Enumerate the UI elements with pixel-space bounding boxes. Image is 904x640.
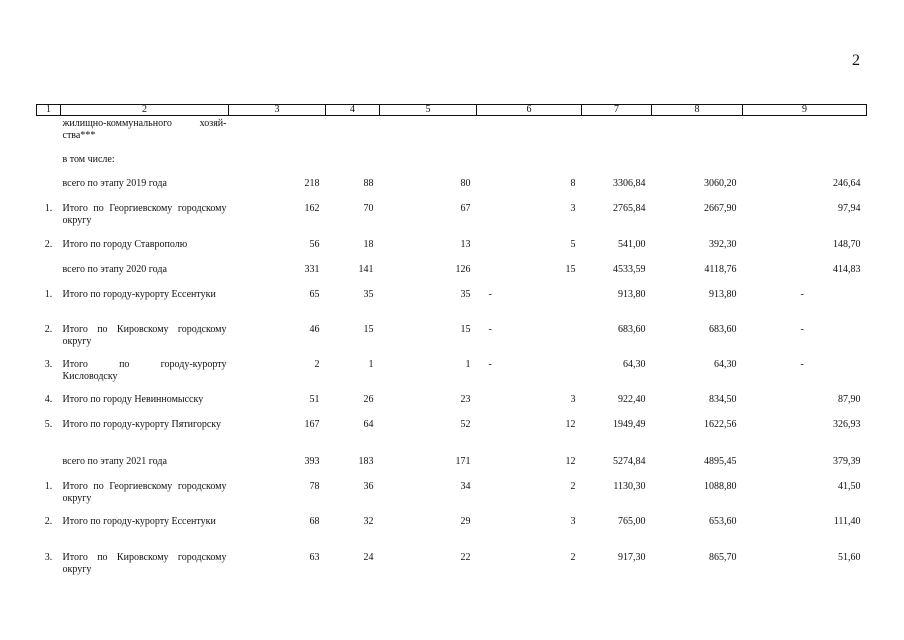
cell-c4: 24 [363, 551, 374, 563]
row-name: всего по этапу 2019 года [62, 177, 167, 189]
row-name: Итого по городу Ставрополю [62, 238, 188, 250]
cell-c4: 18 [363, 238, 374, 250]
table-row [37, 116, 867, 154]
cell-c9: 111,40 [833, 515, 861, 527]
cell-c6: 8 [570, 177, 576, 189]
cell-c6: 5 [570, 238, 576, 250]
row-index: 3. [44, 358, 53, 370]
cell-c4: 141 [358, 263, 374, 275]
page-number: 2 [852, 52, 860, 69]
cell-c3: 331 [304, 263, 320, 275]
cell-c4: 35 [363, 288, 374, 300]
cell-c9: - [800, 288, 804, 300]
table-row [37, 154, 867, 178]
cell-c9: 148,70 [833, 238, 861, 250]
cell-c9: 414,83 [833, 263, 861, 275]
cell-c8: 683,60 [709, 323, 737, 335]
table-row [37, 456, 867, 481]
table-row [37, 516, 867, 552]
cell-c8: 834,50 [709, 393, 737, 405]
cell-c8: 653,60 [709, 515, 737, 527]
header-row [37, 105, 867, 116]
cell-c3: 46 [309, 323, 320, 335]
table-row [37, 394, 867, 419]
cell-c6: 12 [565, 418, 576, 430]
row-name: жилищно-коммунального хозяй-ства*** [62, 118, 227, 141]
cell-c4: 70 [363, 202, 374, 214]
cell-c3: 63 [309, 551, 320, 563]
cell-c8: 1088,80 [704, 480, 737, 492]
cell-c3: 162 [304, 202, 320, 214]
cell-c3: 65 [309, 288, 320, 300]
cell-c8: 392,30 [709, 238, 737, 250]
column-header: 9 [743, 105, 867, 116]
table-row [37, 324, 867, 359]
cell-c4: 36 [363, 480, 374, 492]
cell-c8: 3060,20 [704, 177, 737, 189]
cell-c6: 3 [570, 393, 576, 405]
cell-c5 [380, 116, 477, 154]
cell-c3 [229, 154, 326, 178]
cell-c6: 2 [570, 551, 576, 563]
cell-c6 [477, 154, 582, 178]
table-row [37, 264, 867, 289]
cell-c8: 4118,76 [704, 263, 737, 275]
row-name: Итого по городу-курорту Кисловодску [62, 358, 227, 382]
cell-c4: 15 [363, 323, 374, 335]
cell-c5: 171 [455, 455, 471, 467]
cell-c4: 183 [358, 455, 374, 467]
cell-c7: 3306,84 [613, 177, 646, 189]
row-name: в том числе: [62, 153, 115, 165]
cell-c7: 4533,59 [613, 263, 646, 275]
cell-c6: - [488, 288, 492, 300]
table-row [37, 203, 867, 239]
row-index: 4. [44, 393, 53, 405]
cell-c7: 917,30 [618, 551, 646, 563]
column-header: 1 [37, 105, 61, 116]
column-header: 7 [582, 105, 652, 116]
table-row [37, 552, 867, 588]
column-header: 2 [61, 105, 229, 116]
row-index: 1. [44, 288, 53, 300]
cell-c7 [582, 116, 652, 154]
row-name: Итого по Кировскому городскому округу [62, 551, 227, 575]
cell-c3: 51 [309, 393, 320, 405]
cell-c8: 913,80 [709, 288, 737, 300]
cell-c6: 3 [570, 515, 576, 527]
cell-c3: 56 [309, 238, 320, 250]
column-header: 4 [326, 105, 380, 116]
cell-c3: 78 [309, 480, 320, 492]
cell-c4: 1 [368, 358, 374, 370]
row-name: всего по этапу 2020 года [62, 263, 167, 275]
cell-c7: 1949,49 [613, 418, 646, 430]
table-row [37, 178, 867, 203]
cell-c9: - [800, 358, 804, 370]
row-index [37, 178, 61, 203]
cell-c9: - [800, 323, 804, 335]
cell-c4: 64 [363, 418, 374, 430]
column-header: 5 [380, 105, 477, 116]
cell-c9: 51,60 [838, 551, 861, 563]
row-name: Итого по городу Невинномысску [62, 393, 204, 405]
cell-c8 [652, 116, 743, 154]
cell-c7: 64,30 [623, 358, 646, 370]
cell-c9: 87,90 [838, 393, 861, 405]
row-name: Итого по городу-курорту Ессентуки [62, 515, 216, 527]
cell-c5: 80 [460, 177, 471, 189]
cell-c6 [477, 116, 582, 154]
cell-c7: 765,00 [618, 515, 646, 527]
row-index: 1. [44, 480, 53, 492]
row-name: Итого по Кировскому городскому округу [62, 323, 227, 347]
cell-c3: 393 [304, 455, 320, 467]
cell-c6: - [488, 358, 492, 370]
row-index [37, 264, 61, 289]
cell-c6: 2 [570, 480, 576, 492]
cell-c5: 126 [455, 263, 471, 275]
cell-c3: 68 [309, 515, 320, 527]
cell-c4: 88 [363, 177, 374, 189]
cell-c7 [582, 154, 652, 178]
cell-c7: 5274,84 [613, 455, 646, 467]
table-row [37, 239, 867, 264]
row-name: Итого по городу-курорту Ессентуки [62, 288, 216, 300]
cell-c4: 32 [363, 515, 374, 527]
cell-c8: 64,30 [714, 358, 737, 370]
row-index [37, 116, 61, 154]
cell-c5: 67 [460, 202, 471, 214]
cell-c9: 326,93 [833, 418, 861, 430]
cell-c9: 97,94 [838, 202, 861, 214]
cell-c9 [743, 154, 867, 178]
cell-c9: 41,50 [838, 480, 861, 492]
cell-c3: 2 [314, 358, 320, 370]
cell-c6: 3 [570, 202, 576, 214]
cell-c8: 1622,56 [704, 418, 737, 430]
table-row [37, 359, 867, 394]
cell-c9: 379,39 [833, 455, 861, 467]
row-name: Итого по Георгиевскому городскому округу [62, 480, 227, 504]
row-name: Итого по Георгиевскому городскому округу [62, 202, 227, 226]
row-index: 3. [44, 551, 53, 563]
cell-c3: 167 [304, 418, 320, 430]
row-index: 2. [44, 238, 53, 250]
cell-c5: 52 [460, 418, 471, 430]
column-header: 8 [652, 105, 743, 116]
table-row [37, 289, 867, 324]
cell-c5 [380, 154, 477, 178]
table-row [37, 419, 867, 456]
cell-c8 [652, 154, 743, 178]
cell-c9: 246,64 [833, 177, 861, 189]
row-index: 2. [44, 515, 53, 527]
cell-c5: 34 [460, 480, 471, 492]
cell-c7: 2765,84 [613, 202, 646, 214]
cell-c4: 26 [363, 393, 374, 405]
cell-c5: 22 [460, 551, 471, 563]
cell-c8: 865,70 [709, 551, 737, 563]
cell-c4 [326, 116, 380, 154]
row-index [37, 154, 61, 178]
row-index: 2. [44, 323, 53, 335]
cell-c7: 1130,30 [613, 480, 646, 492]
cell-c6: 12 [565, 455, 576, 467]
cell-c5: 29 [460, 515, 471, 527]
cell-c6: - [488, 323, 492, 335]
cell-c5: 13 [460, 238, 471, 250]
data-table [36, 104, 867, 588]
cell-c5: 23 [460, 393, 471, 405]
cell-c3: 218 [304, 177, 320, 189]
cell-c5: 1 [465, 358, 471, 370]
cell-c7: 913,80 [618, 288, 646, 300]
table-row [37, 481, 867, 516]
cell-c9 [743, 116, 867, 154]
row-index: 5. [44, 418, 53, 430]
cell-c8: 4895,45 [704, 455, 737, 467]
row-index [37, 456, 61, 481]
cell-c5: 35 [460, 288, 471, 300]
column-header: 6 [477, 105, 582, 116]
cell-c7: 541,00 [618, 238, 646, 250]
cell-c7: 922,40 [618, 393, 646, 405]
cell-c4 [326, 154, 380, 178]
row-name: Итого по городу-курорту Пятигорску [62, 418, 222, 430]
cell-c6: 15 [565, 263, 576, 275]
row-name: всего по этапу 2021 года [62, 455, 167, 467]
column-header: 3 [229, 105, 326, 116]
row-index: 1. [44, 202, 53, 214]
cell-c7: 683,60 [618, 323, 646, 335]
cell-c8: 2667,90 [704, 202, 737, 214]
cell-c5: 15 [460, 323, 471, 335]
cell-c3 [229, 116, 326, 154]
